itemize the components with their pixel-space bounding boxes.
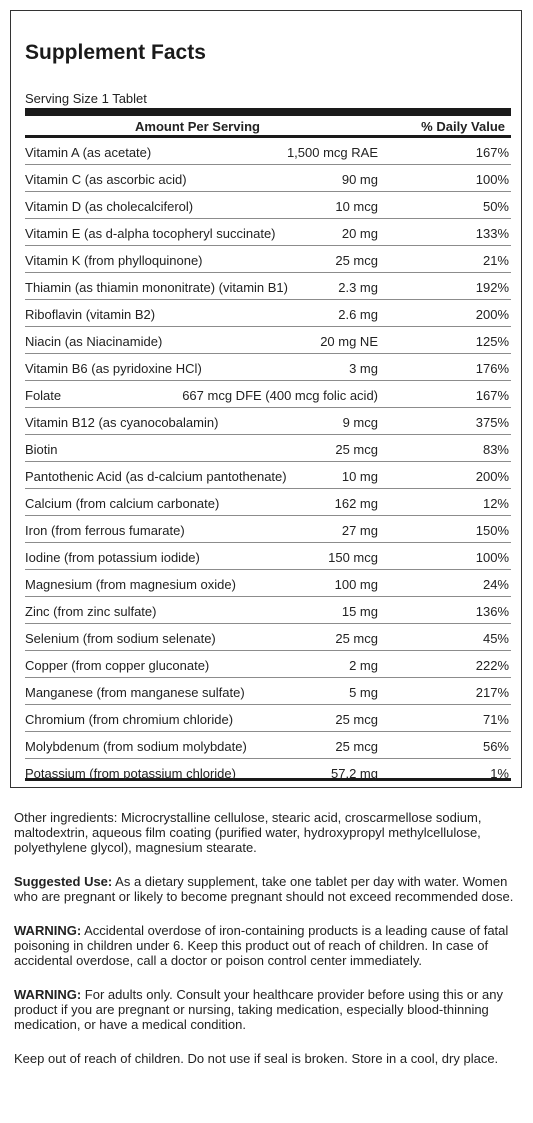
- table-row: [25, 408, 511, 435]
- nutrient-daily-value: 192%: [475, 280, 509, 295]
- nutrient-daily-value: 217%: [475, 685, 509, 700]
- adult-warning-text: For adults only. Consult your healthcare provider before using this or any product if you are pregnant or nursing, taking medication, especially blood-thinning medication, or have a medical condition.: [14, 987, 503, 1032]
- nutrient-amount: 25 mcg: [335, 631, 378, 646]
- nutrient-amount: 9 mcg: [342, 415, 378, 430]
- adult-warning-label: WARNING:: [14, 987, 82, 1002]
- nutrient-table: [25, 108, 511, 781]
- nutrient-daily-value: 21%: [482, 253, 509, 268]
- iron-warning-text: Accidental overdose of iron-containing products is a leading cause of fatal poisoning in children under 6. Keep this product out of reach of children. In case of accidental overdose, call a doctor or poison control center immediately.: [14, 923, 509, 968]
- nutrient-name: Biotin: [25, 442, 58, 457]
- table-row: [25, 300, 511, 327]
- nutrient-amount: 2 mg: [349, 658, 378, 673]
- nutrient-daily-value: 1%: [490, 766, 509, 781]
- nutrient-daily-value: 100%: [475, 172, 509, 187]
- nutrient-name: Pantothenic Acid (as d-calcium pantothenate): [25, 469, 287, 484]
- nutrient-daily-value: 125%: [475, 334, 509, 349]
- supplement-facts-panel: [10, 10, 522, 788]
- nutrient-daily-value: 56%: [482, 739, 509, 754]
- nutrient-name: Folate: [25, 388, 62, 403]
- nutrient-amount: 10 mcg: [335, 199, 378, 214]
- nutrient-amount: 3 mg: [349, 361, 378, 376]
- table-row: [25, 165, 511, 192]
- nutrient-name: Vitamin B6 (as pyridoxine HCl): [25, 361, 202, 376]
- nutrient-name: Vitamin K (from phylloquinone): [25, 253, 203, 268]
- table-row: [25, 570, 511, 597]
- suggested-use: [14, 874, 514, 904]
- adult-warning: [14, 987, 514, 1032]
- nutrient-name: Vitamin A (as acetate): [25, 145, 152, 160]
- table-row: [25, 381, 511, 408]
- nutrient-daily-value: 150%: [475, 523, 509, 538]
- nutrient-amount: 162 mg: [334, 496, 378, 511]
- nutrient-daily-value: 375%: [475, 415, 509, 430]
- nutrient-amount: 15 mg: [341, 604, 378, 619]
- table-row: [25, 219, 511, 246]
- table-row: [25, 759, 511, 786]
- nutrient-amount: 5 mg: [349, 685, 378, 700]
- nutrient-amount: 25 mcg: [335, 712, 378, 727]
- nutrient-name: Copper (from copper gluconate): [25, 658, 210, 673]
- nutrient-amount: 25 mcg: [335, 442, 378, 457]
- table-row: [25, 516, 511, 543]
- nutrient-amount: 27 mg: [341, 523, 378, 538]
- table-row: [25, 651, 511, 678]
- nutrient-amount: 25 mcg: [335, 253, 378, 268]
- storage-note: Keep out of reach of children. Do not use if seal is broken. Store in a cool, dry place.: [14, 1051, 499, 1066]
- suggested-use-text: As a dietary supplement, take one tablet per day with water. Women who are pregnant or likely to become pregnant should not exceed recommended dose.: [14, 874, 514, 904]
- nutrient-name: Thiamin (as thiamin mononitrate) (vitamin B1): [25, 280, 288, 295]
- suggested-use-label: Suggested Use:: [14, 874, 113, 889]
- nutrient-amount: 2.6 mg: [338, 307, 378, 322]
- nutrient-name: Niacin (as Niacinamide): [25, 334, 163, 349]
- nutrient-name: Molybdenum (from sodium molybdate): [25, 739, 247, 754]
- table-row: [25, 543, 511, 570]
- nutrient-amount: 10 mg: [341, 469, 378, 484]
- nutrient-amount: 667 mcg DFE (400 mcg folic acid): [182, 388, 378, 403]
- table-row: [25, 246, 511, 273]
- header-daily-value: % Daily Value: [421, 119, 505, 134]
- nutrient-daily-value: 12%: [482, 496, 509, 511]
- nutrient-daily-value: 71%: [482, 712, 509, 727]
- nutrient-amount: 25 mcg: [335, 739, 378, 754]
- nutrient-name: Vitamin B12 (as cyanocobalamin): [25, 415, 219, 430]
- nutrient-amount: 57.2 mg: [331, 766, 378, 781]
- table-row: [25, 489, 511, 516]
- nutrient-amount: 20 mg: [341, 226, 378, 241]
- table-row: [25, 624, 511, 651]
- table-row: [25, 597, 511, 624]
- panel-title: Supplement Facts: [25, 41, 206, 64]
- nutrient-amount: 20 mg NE: [320, 334, 378, 349]
- nutrient-name: Iron (from ferrous fumarate): [25, 523, 185, 538]
- nutrient-name: Chromium (from chromium chloride): [25, 712, 234, 727]
- nutrient-daily-value: 136%: [475, 604, 509, 619]
- nutrient-amount: 1,500 mcg RAE: [286, 145, 378, 160]
- table-row: [25, 462, 511, 489]
- nutrient-name: Calcium (from calcium carbonate): [25, 496, 220, 511]
- nutrient-amount: 90 mg: [341, 172, 378, 187]
- iron-warning: [14, 923, 514, 968]
- table-row: [25, 354, 511, 381]
- table-row: [25, 273, 511, 300]
- table-body: [25, 138, 511, 786]
- nutrient-daily-value: 45%: [482, 631, 509, 646]
- other-ingredients: Other ingredients: Microcrystalline cellulose, stearic acid, croscarmellose sodium, maltodextrin, aqueous film coating (purified water, hydroxypropyl methylcellulose, polyethylene glycol), magnesium stearate.: [14, 810, 482, 855]
- nutrient-daily-value: 222%: [475, 658, 509, 673]
- nutrient-name: Iodine (from potassium iodide): [25, 550, 200, 565]
- nutrient-daily-value: 133%: [475, 226, 509, 241]
- nutrient-amount: 2.3 mg: [338, 280, 378, 295]
- nutrient-name: Zinc (from zinc sulfate): [25, 604, 157, 619]
- table-row: [25, 138, 511, 165]
- nutrient-name: Magnesium (from magnesium oxide): [25, 577, 236, 592]
- table-header: [25, 116, 511, 138]
- nutrient-name: Vitamin D (as cholecalciferol): [25, 199, 194, 214]
- nutrient-daily-value: 200%: [475, 469, 509, 484]
- table-row: [25, 705, 511, 732]
- nutrient-daily-value: 167%: [475, 388, 509, 403]
- nutrient-daily-value: 83%: [482, 442, 509, 457]
- nutrient-name: Selenium (from sodium selenate): [25, 631, 216, 646]
- serving-size: Serving Size 1 Tablet: [25, 91, 147, 106]
- nutrient-daily-value: 24%: [482, 577, 509, 592]
- nutrient-daily-value: 176%: [475, 361, 509, 376]
- nutrient-name: Vitamin C (as ascorbic acid): [25, 172, 187, 187]
- table-row: [25, 327, 511, 354]
- nutrient-name: Vitamin E (as d-alpha tocopheryl succinate): [25, 226, 276, 241]
- nutrient-amount: 150 mcg: [328, 550, 378, 565]
- table-row: [25, 732, 511, 759]
- nutrient-daily-value: 100%: [475, 550, 509, 565]
- header-amount: Amount Per Serving: [135, 119, 260, 134]
- label-notes: [14, 810, 514, 1085]
- nutrient-daily-value: 200%: [475, 307, 509, 322]
- nutrient-name: Manganese (from manganese sulfate): [25, 685, 245, 700]
- table-row: [25, 192, 511, 219]
- nutrient-daily-value: 167%: [475, 145, 509, 160]
- nutrient-daily-value: 50%: [482, 199, 509, 214]
- table-row: [25, 678, 511, 705]
- iron-warning-label: WARNING:: [14, 923, 82, 938]
- nutrient-amount: 100 mg: [334, 577, 378, 592]
- nutrient-name: Potassium (from potassium chloride): [25, 766, 236, 781]
- nutrient-name: Riboflavin (vitamin B2): [25, 307, 156, 322]
- table-row: [25, 435, 511, 462]
